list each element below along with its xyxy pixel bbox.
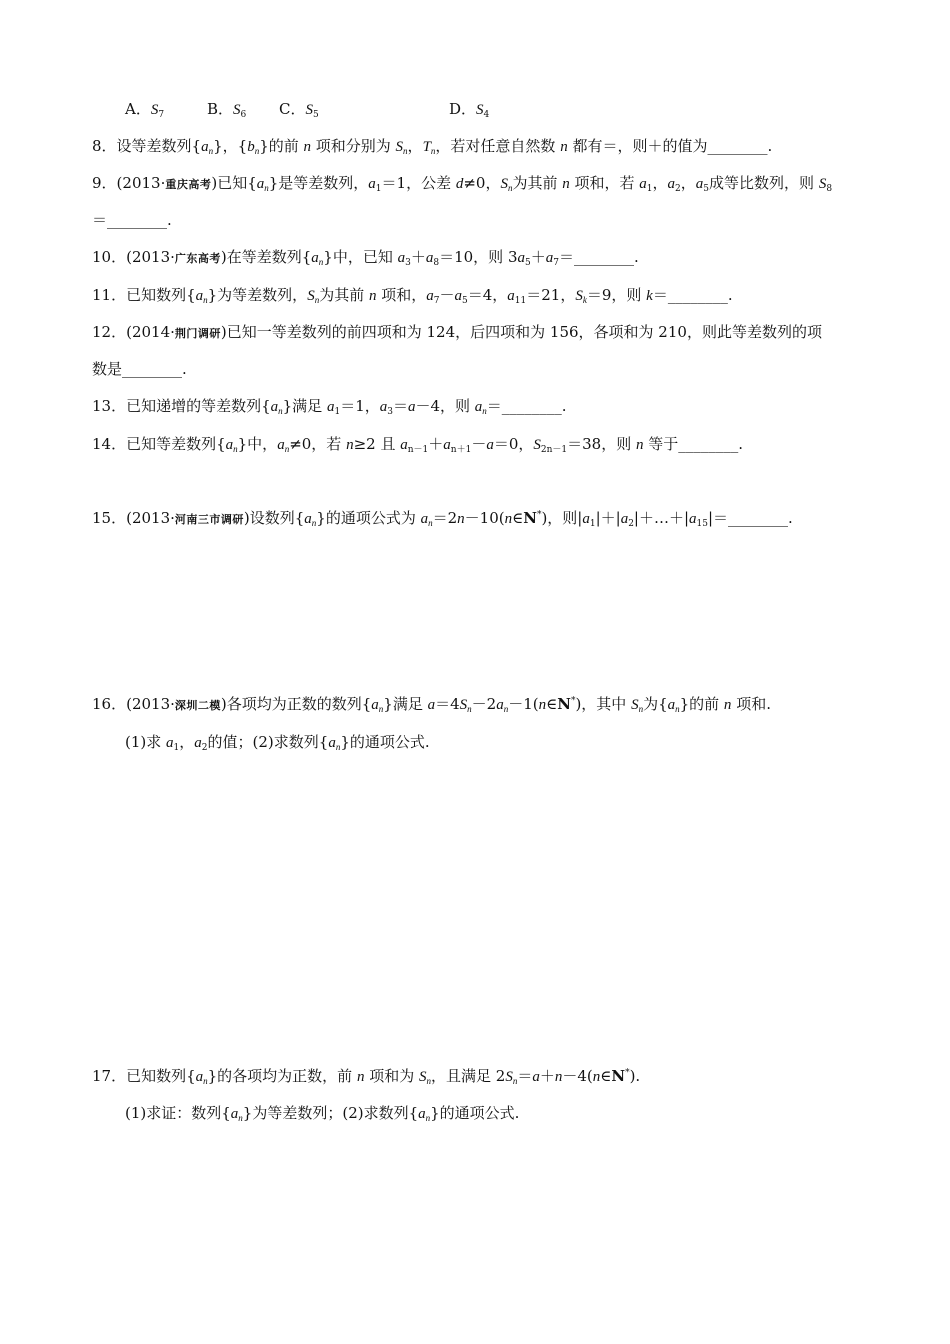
option-c: C．$S_5$ bbox=[279, 100, 319, 120]
option-b: B．$S_6$ bbox=[207, 100, 247, 120]
question-17-sub: (1)求证：数列$\{a_n\}$为等差数列；(2)求数列$\{a_n\}$的通项公式. bbox=[125, 1104, 520, 1123]
option-d: D．$S_4$ bbox=[449, 100, 490, 120]
q7-options bbox=[125, 99, 905, 120]
option-a: A．$S_7$ bbox=[125, 100, 165, 120]
question-12-cont: 数是________. bbox=[92, 360, 187, 378]
question-14: 14．已知等差数列$\{a_n\}$中，$a_n\ne 0$，若 n≥2 且 $a_{n-1}+a_{n+1}-a=0$，$S_{2n-1}=38$，则 n 等于________. bbox=[92, 435, 744, 455]
question-17: 17．已知数列$\{a_n\}$的各项均为正数，前 n 项和为 $S_n$，且满足 $2S_n=a+n-4(n\in N^*)$. bbox=[92, 1067, 641, 1086]
question-11: 11．已知数列$\{a_n\}$为等差数列，$S_n$为其前 n 项和，$a_7-a_5=4$，$a_{11}=21$，$S_k=9$，则 k＝________. bbox=[92, 286, 733, 306]
question-12: 12．(2014·荆门调研)已知一等差数列的前四项和为 124，后四项和为 156，各项和为 210，则此等差数列的项 bbox=[92, 323, 822, 341]
question-13: 13．已知递增的等差数列$\{a_n\}$满足 $a_1=1$，$a_3=a-4$，则 $a_n=\_\_\_\_\_\_\_\_$. bbox=[92, 397, 567, 417]
question-9: 9．(2013·重庆高考)已知$\{a_n\}$是等差数列，$a_1=1$，公差 d≠0，$S_n$为其前 n 项和，若 $a_1$，$a_2$，$a_5$成等比数列，则 $S_8$ bbox=[92, 174, 833, 194]
question-16-sub: (1)求 $a_1$，$a_2$的值；(2)求数列$\{a_n\}$的通项公式. bbox=[125, 733, 430, 753]
question-8: 8．设等差数列$\{a_n\}$，$\{b_n\}$的前 n 项和分别为 $S_n$，$T_n$，若对任意自然数 n 都有＝，则＋的值为________. bbox=[92, 137, 773, 156]
question-15: 15．(2013·河南三市调研)设数列$\{a_n\}$的通项公式为 $a_n=2n-10(n\in N^*)$，则$|a_1|+|a_2|+\dots+|a_{15}|=\_\_\_\_\_\_\_\_$. bbox=[92, 509, 793, 529]
question-10: 10．(2013·广东高考)在等差数列$\{a_n\}$中，已知 $a_3+a_8=10$，则 $3a_5+a_7=\_\_\_\_\_\_\_\_$. bbox=[92, 248, 639, 268]
question-16: 16．(2013·深圳二模)各项均为正数的数列$\{a_n\}$满足 $a=4S_n-2a_n-1(n\in N^*)$，其中 $S_n$为$\{a_n\}$的前 n 项和. bbox=[92, 695, 771, 714]
question-9-cont: ＝________. bbox=[92, 211, 172, 229]
